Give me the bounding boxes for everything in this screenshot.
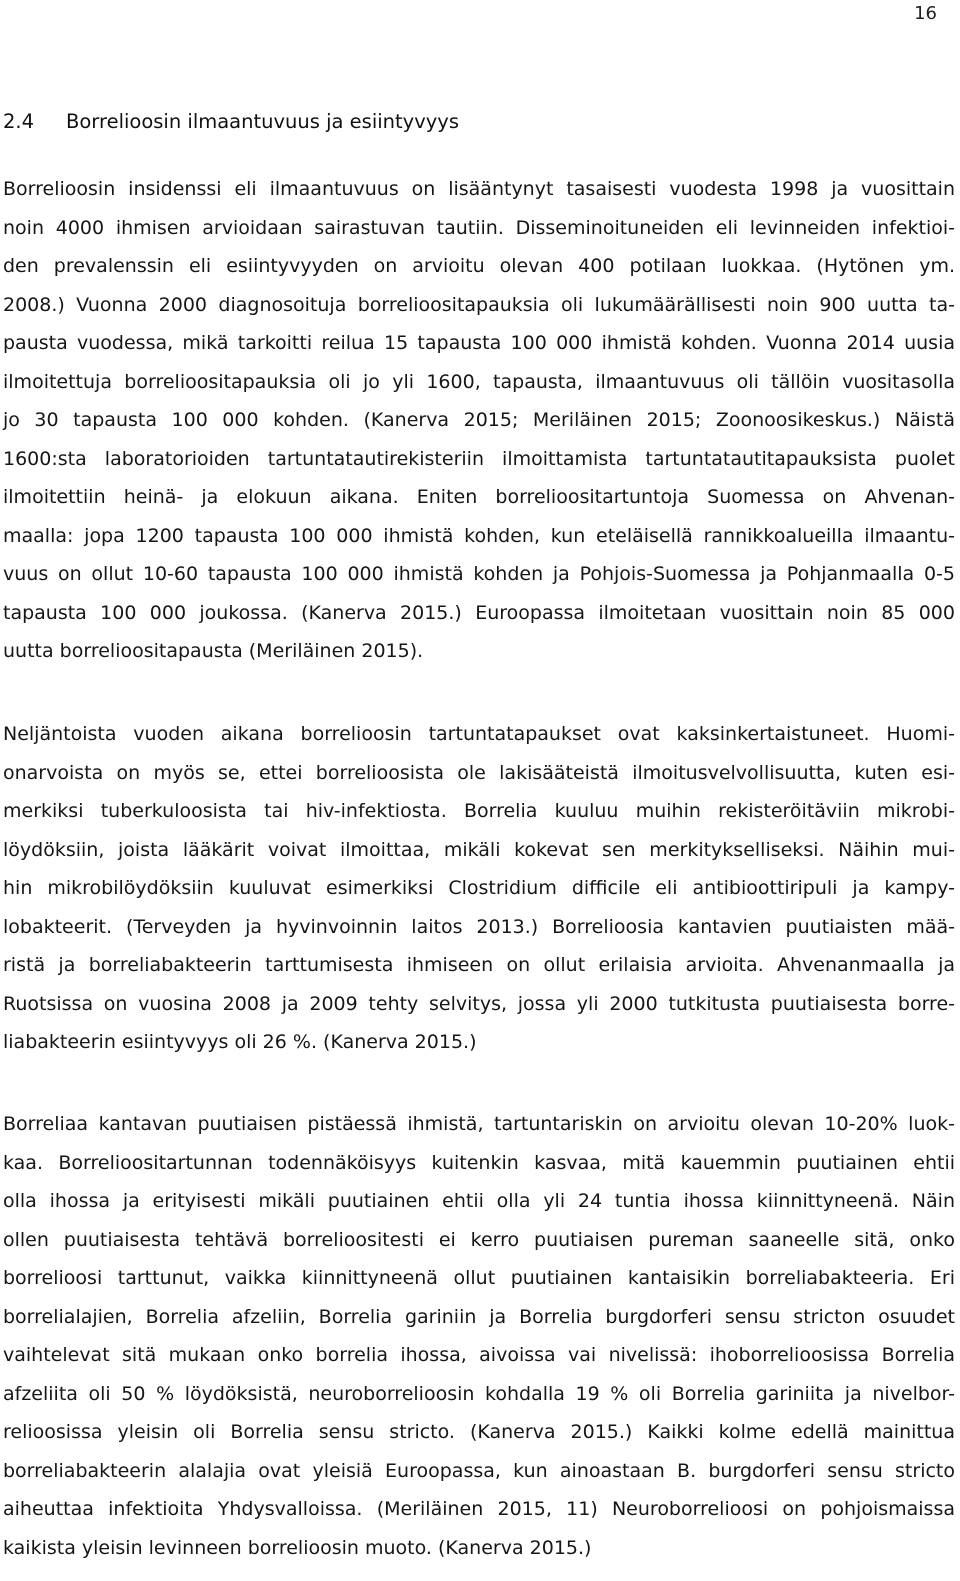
text-line: pausta vuodessa, mikä tarkoitti reilua 15 tapausta 100 000 ihmistä kohden. Vuonna 2014 uusia xyxy=(3,332,955,354)
paragraph-reporting xyxy=(3,715,955,1062)
text-line: uutta borrelioositapausta (Meriläinen 2015). xyxy=(3,640,424,662)
text-line: löydöksiin, joista lääkärit voivat ilmoittaa, mikäli kokevat sen merkitykselliseksi. Näihin mui- xyxy=(3,838,955,861)
text-line: lobakteerit. (Terveyden ja hyvinvoinnin laitos 2013.) Borrelioosia kantavien puutiaisten mää- xyxy=(3,915,955,938)
text-line: tapausta 100 000 joukossa. (Kanerva 2015.) Euroopassa ilmoitetaan vuosittain noin 85 000 xyxy=(3,601,955,624)
text-line: olla ihossa ja erityisesti mikäli puutiainen ehtii olla yli 24 tuntia ihossa kiinnittyneenä. Näin xyxy=(3,1190,955,1212)
text-line: maalla: jopa 1200 tapausta 100 000 ihmistä kohden, kun eteläisellä rannikkoalueilla ilmaantu- xyxy=(3,524,955,547)
section-title: Borrelioosin ilmaantuvuus ja esiintyvyys xyxy=(66,110,459,133)
text-line: afzeliita oli 50 % löydöksistä, neuroborrelioosin kohdalla 19 % oli Borrelia gariniita ja nivelbor- xyxy=(3,1382,955,1405)
text-line: ilmoitettiin heinä- ja elokuun aikana. Eniten borrelioositartuntoja Suomessa on Ahvenan- xyxy=(3,486,955,508)
text-line: liabakteerin esiintyvyys oli 26 %. (Kanerva 2015.) xyxy=(3,1031,477,1053)
text-line: Neljäntoista vuoden aikana borrelioosin tartuntatapaukset ovat kaksinkertaistuneet. Huomi- xyxy=(3,723,955,745)
text-line: aiheuttaa infektioita Yhdysvalloissa. (Meriläinen 2015, 11) Neuroborrelioosi on pohjoismaissa xyxy=(3,1498,955,1520)
text-line: Borreliaa kantavan puutiaisen pistäessä ihmistä, tartuntariskin on arvioitu olevan 10-20% luok- xyxy=(3,1113,955,1135)
text-line: noin 4000 ihmisen arvioidaan sairastuvan tautiin. Disseminoituneiden eli levinneiden infektioi- xyxy=(3,216,955,239)
page-number: 16 xyxy=(914,3,937,24)
text-line: onarvoista on myös se, ettei borrelioosista ole lakisääteistä ilmoitusvelvollisuutta, kuten esi- xyxy=(3,761,955,784)
text-line: kaikista yleisin levinneen borrelioosin muoto. (Kanerva 2015.) xyxy=(3,1536,592,1559)
paragraph-infection-risk xyxy=(3,1105,955,1567)
text-line: borrelioosi tarttunut, vaikka kiinnittyneenä ollut puutiainen kantaisikin borreliabakteeria. Eri xyxy=(3,1267,955,1289)
paragraph-incidence xyxy=(3,170,955,671)
section-heading xyxy=(3,107,459,137)
text-line: Ruotsissa on vuosina 2008 ja 2009 tehty selvitys, jossa yli 2000 tutkitusta puutiaisesta borre- xyxy=(3,992,955,1015)
text-line: merkiksi tuberkuloosista tai hiv-infektiosta. Borrelia kuuluu muihin rekisteröitäviin mikrobi- xyxy=(3,800,955,822)
text-line: Borrelioosin insidenssi eli ilmaantuvuus on lisääntynyt tasaisesti vuodesta 1998 ja vuosittain xyxy=(3,178,955,200)
text-line: 1600:sta laboratorioiden tartuntatautirekisteriin ilmoittamista tartuntatautitapauksista puolet xyxy=(3,447,955,470)
text-line: vuus on ollut 10-60 tapausta 100 000 ihmistä kohden ja Pohjois-Suomessa ja Pohjanmaalla 0-5 xyxy=(3,563,955,585)
text-line: ristä ja borreliabakteerin tarttumisesta ihmiseen on ollut erilaisia arvioita. Ahvenanmaalla ja xyxy=(3,954,955,976)
text-line: hin mikrobilöydöksiin kuuluvat esimerkiksi Clostridium difficile eli antibioottiripuli ja kampy- xyxy=(3,877,955,899)
text-line: den prevalenssin eli esiintyvyyden on arvioitu olevan 400 potilaan luokkaa. (Hytönen ym. xyxy=(3,255,955,277)
text-line: jo 30 tapausta 100 000 kohden. (Kanerva 2015; Meriläinen 2015; Zoonoosikeskus.) Näistä xyxy=(3,409,955,431)
text-line: borreliabakteerin alalajia ovat yleisiä Euroopassa, kun ainoastaan B. burgdorferi sensu stricto xyxy=(3,1459,955,1482)
section-number: 2.4 xyxy=(3,110,35,133)
text-line: vaihtelevat sitä mukaan onko borrelia ihossa, aivoissa vai nivelissä: ihoborrelioosissa Borrelia xyxy=(3,1344,955,1366)
text-line: kaa. Borrelioositartunnan todennäköisyys kuitenkin kasvaa, mitä kauemmin puutiainen ehtii xyxy=(3,1151,955,1174)
text-line: relioosissa yleisin oli Borrelia sensu stricto. (Kanerva 2015.) Kaikki kolme edellä mainittua xyxy=(3,1421,955,1443)
text-line: ollen puutiaisesta tehtävä borrelioositesti ei kerro puutiaisen pureman saaneelle sitä, onko xyxy=(3,1228,955,1251)
text-line: ilmoitettuja borrelioositapauksia oli jo yli 1600, tapausta, ilmaantuvuus oli tällöin vuositasolla xyxy=(3,370,955,393)
text-line: borrelialajien, Borrelia afzeliin, Borrelia gariniin ja Borrelia burgdorferi sensu stricton osuudet xyxy=(3,1305,955,1328)
text-line: 2008.) Vuonna 2000 diagnosoituja borrelioositapauksia oli lukumäärällisesti noin 900 uutta ta- xyxy=(3,293,955,316)
